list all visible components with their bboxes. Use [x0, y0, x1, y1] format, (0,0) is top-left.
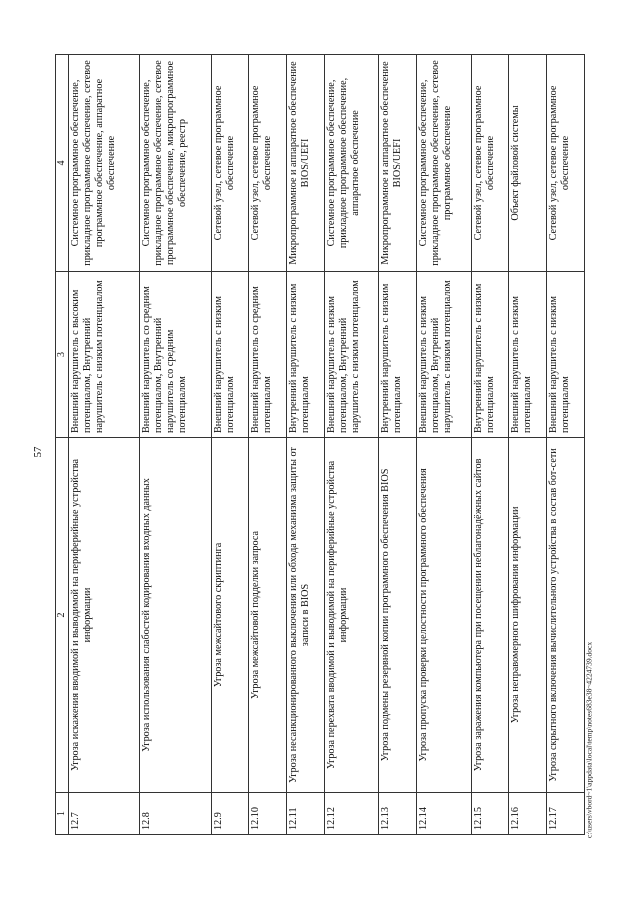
- cell-num: 12.12: [324, 793, 379, 835]
- cell-violator: Внешний нарушитель со средним потенциалом, Внутренний нарушитель со средним потенциалом: [140, 272, 211, 438]
- cell-object: Системное программное обеспечение, прикладное программное обеспечение, сетевое программное обеспечение, аппаратное обеспечение: [69, 55, 140, 272]
- cell-object: Системное программное обеспечение, прикладное программное обеспечение, сетевое программное обеспечение: [417, 55, 472, 272]
- cell-num: 12.10: [249, 793, 287, 835]
- cell-violator: Внутренний нарушитель с низким потенциалом: [287, 272, 325, 438]
- header-col-2: 2: [56, 438, 69, 793]
- cell-object: Сетевой узел, сетевое программное обеспечение: [547, 55, 585, 272]
- cell-violator: Внутренний нарушитель с низким потенциалом: [471, 272, 509, 438]
- cell-object: Системное программное обеспечение, прикладное программное обеспечение, аппаратное обеспечение: [324, 55, 379, 272]
- cell-threat: Угроза несанкционированного выключения или обхода механизма защиты от записи в BIOS: [287, 438, 325, 793]
- table-body: [69, 55, 585, 835]
- threat-table-rotated: [55, 55, 585, 835]
- footer-file-path: c:\users\vbord~1\appdata\local\temp\notes683e38~4224739.docx: [584, 641, 594, 839]
- cell-violator: Внешний нарушитель с высоким потенциалом, Внутренний нарушитель с низким потенциалом: [69, 272, 140, 438]
- table-row: [69, 55, 140, 835]
- cell-object: Системное программное обеспечение, прикладное программное обеспечение, сетевое программное обеспечение, микропрограммное обеспечение, реестр: [140, 55, 211, 272]
- cell-violator: Внешний нарушитель с низким потенциалом: [547, 272, 585, 438]
- table-row: [471, 55, 509, 835]
- cell-threat: Угроза перехвата вводимой и выводимой на периферийные устройства информации: [324, 438, 379, 793]
- table-row: [249, 55, 287, 835]
- cell-threat: Угроза скрытного включения вычислительного устройства в состав бот-сети: [547, 438, 585, 793]
- cell-threat: Угроза межсайтового скриптинга: [211, 438, 249, 793]
- table-row: [379, 55, 417, 835]
- cell-violator: Внешний нарушитель со средним потенциалом: [249, 272, 287, 438]
- cell-threat: Угроза межсайтовой подделки запроса: [249, 438, 287, 793]
- cell-num: 12.8: [140, 793, 211, 835]
- cell-threat: Угроза пропуска проверки целостности программного обеспечения: [417, 438, 472, 793]
- header-col-3: 3: [56, 272, 69, 438]
- table-row: [287, 55, 325, 835]
- cell-num: 12.13: [379, 793, 417, 835]
- cell-threat: Угроза подмены резервной копии программного обеспечения BIOS: [379, 438, 417, 793]
- page-number: 57: [32, 446, 44, 458]
- cell-violator: Внешний нарушитель с низким потенциалом: [509, 272, 547, 438]
- cell-num: 12.15: [471, 793, 509, 835]
- table-row: [211, 55, 249, 835]
- table-header-row: [56, 55, 69, 835]
- cell-threat: Угроза заражения компьютера при посещении неблагонадёжных сайтов: [471, 438, 509, 793]
- cell-object: Микропрограммное и аппаратное обеспечение BIOS/UEFI: [287, 55, 325, 272]
- cell-violator: Внешний нарушитель с низким потенциалом, Внутренний нарушитель с низким потенциалом: [324, 272, 379, 438]
- cell-object: Микропрограммное и аппаратное обеспечение BIOS/UEFI: [379, 55, 417, 272]
- table-row: [509, 55, 547, 835]
- cell-violator: Внешний нарушитель с низким потенциалом: [211, 272, 249, 438]
- cell-violator: Внутренний нарушитель с низким потенциалом: [379, 272, 417, 438]
- cell-object: Сетевой узел, сетевое программное обеспечение: [211, 55, 249, 272]
- table-row: [547, 55, 585, 835]
- header-col-4: 4: [56, 55, 69, 272]
- cell-violator: Внешний нарушитель с низким потенциалом, Внутренний нарушитель с низким потенциалом: [417, 272, 472, 438]
- cell-object: Сетевой узел, сетевое программное обеспечение: [249, 55, 287, 272]
- cell-threat: Угроза неправомерного шифрования информации: [509, 438, 547, 793]
- cell-num: 12.17: [547, 793, 585, 835]
- cell-object: Сетевой узел, сетевое программное обеспечение: [471, 55, 509, 272]
- cell-num: 12.11: [287, 793, 325, 835]
- threat-table: [55, 54, 585, 835]
- cell-num: 12.16: [509, 793, 547, 835]
- cell-num: 12.9: [211, 793, 249, 835]
- cell-num: 12.14: [417, 793, 472, 835]
- cell-threat: Угроза использования слабостей кодирования входных данных: [140, 438, 211, 793]
- table-row: [417, 55, 472, 835]
- header-col-1: 1: [56, 793, 69, 835]
- cell-num: 12.7: [69, 793, 140, 835]
- cell-threat: Угроза искажения вводимой и выводимой на периферийные устройства информации: [69, 438, 140, 793]
- table-row: [140, 55, 211, 835]
- cell-object: Объект файловой системы: [509, 55, 547, 272]
- table-row: [324, 55, 379, 835]
